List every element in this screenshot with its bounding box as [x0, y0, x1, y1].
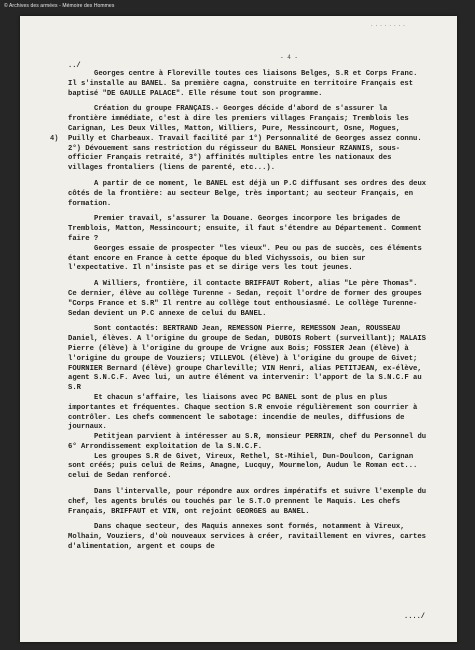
paragraph: A partir de ce moment, le BANEL est déjà un P.C diffusant ses ordres des deux côtés de la frontière: au secteur Belge, très important; au secteur Français, en formation.: [68, 179, 427, 208]
continuation-marker-bottom: ..../: [404, 613, 426, 621]
document-page: [20, 16, 457, 642]
margin-annotation: 4): [50, 135, 59, 143]
reference-number: ........: [370, 21, 407, 28]
paragraph: Premier travail, s'assurer la Douane. Georges incorpore les brigades de Tremblois, Matton, Messincourt; ensuite, il faut s'étendre au Département. Comment faire ?: [68, 215, 422, 243]
paragraph: Petitjean parvient à intéresser au S.R, monsieur PERRIN, chef du Personnel du 6° Arrondissement exploitation de la S.N.C.F.: [68, 433, 427, 451]
paragraph: Dans chaque secteur, des Maquis annexes sont formés, notamment à Vireux, Molhain, Vouziers, d'où nouveaux services à créer, ravitaillement en vivres, cartes d'alimentation, argent et coups de: [68, 523, 426, 552]
archive-watermark: © Archives des armées - Mémoire des Hommes: [4, 3, 115, 9]
paragraph: Et chacun s'affaire, les liaisons avec PC BANEL sont de plus en plus importantes et fréquentes. Chaque section S.R envoie régulièrement son courrier à contrôler. Les chefs commencent le sabotage: incendie de meules, diffusions de journaux.: [68, 393, 418, 432]
page-number: - 4 -: [280, 54, 299, 61]
continuation-marker-top: ../: [68, 62, 81, 70]
paragraph-section-title: Création du groupe FRANÇAIS.- Georges décide d'abord de s'assurer la frontière immédiate, c'est à dire les premiers villages Français; Tremblois les Carignan, Les Deux Villes, Matton, Williers, Pure, Messincourt, Osne, Mogues, Puilly et Charbeaux. Travail facilité par 1°) Personnalité de Georges assez connu. 2°) Dévouement sans restriction du régisseur du BANEL Monsieur RZANNIS, sous-officier Français retraité, 3°) affinités multiples entre les nationaux des villages frontaliers (liens de parenté, etc...).: [68, 105, 422, 173]
paragraph: Les groupes S.R de Givet, Vireux, Rethel, St-Mihiel, Dun-Doulcon, Carignan sont créés; puis celui de Reims, Amagne, Lucquy, Mourmelon, Audun le Roman ect... celui de Sedan renforcé.: [68, 452, 418, 481]
paragraph: Dans l'intervalle, pour répondre aux ordres impératifs et suivre l'exemple du chef, les agents brulés ou touchés par le S.T.O prennent le Maquis. Les chefs Français, BRIFFAUT et VIN, ont rejoint GEORGES au BANEL.: [68, 488, 427, 516]
paragraph: Sont contactés: BERTRAND Jean, REMESSON Pierre, REMESSON Jean, ROUSSEAU Daniel, élèves. A l'origine du groupe de Sedan, DUBOIS Robert (surveillant); MALAIS Pierre (élève) à l'origine du groupe de Vrigne aux Bois; FOSSIER Jean (élève) à l'origine du groupe de Vouziers; VILLEVOL (élève) à l'origine du groupe de Givet; FOURNIER Bernard (élève) groupe Charleville; VIN Henri, alias PETITJEAN, ex-élève, agent S.N.C.F. Avec lui, un autre élément va intervenir: l'apport de la S.N.C.F au S.R: [68, 325, 426, 393]
document-body: [68, 70, 428, 553]
paragraph: A Williers, frontière, il contacte BRIFFAUT Robert, alias "Le père Thomas". Ce dernier, élève au collège Turenne - Sedan, reçoit l'ordre de former des groupes "Corps France et S.R" Il rentre au collège tout enthousiasmé. Le collège Turenne-Sedan devient un P.C annexe de celui du BANEL.: [68, 280, 422, 318]
paragraph: Georges centre à Floreville toutes ces liaisons Belges, S.R et Corps Franc. Il s'installe au BANEL. Sa première cagna, construite en territoire Français est baptisé "DE GAULLE PALACE". Elle résume tout son programme.: [68, 70, 418, 98]
paragraph: Georges essaie de prospecter "les vieux". Peu ou pas de succès, ces éléments étant encore en France à cette époque du bled Vichyssois, ou bien sur l'expectative. Il n'insiste pas et se dirige vers les tout jeunes.: [68, 244, 422, 273]
